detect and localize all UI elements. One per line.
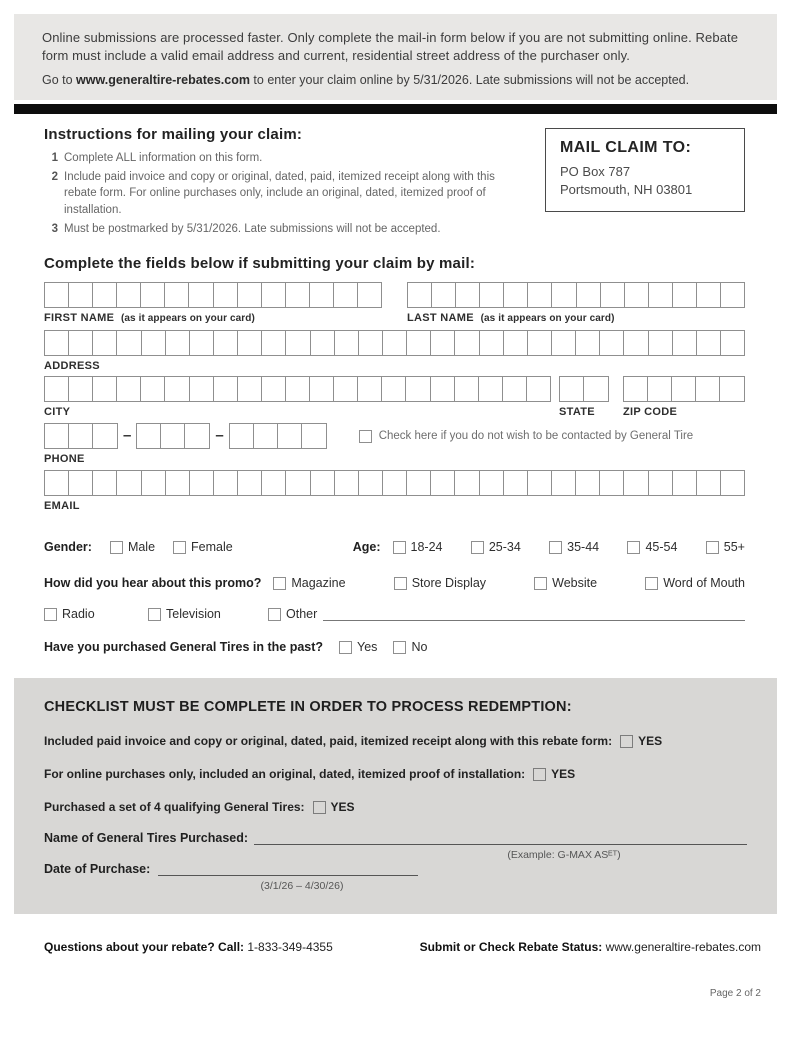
tires-example: (Example: G-MAX ASᴱᵀ) bbox=[507, 849, 621, 862]
address-label: ADDRESS bbox=[44, 360, 100, 373]
intro-text: Online submissions are processed faster. Only complete the mail-in form below if you are not submitting online. Rebate form must include a valid email address and current, residential street address of the purchaser only. bbox=[42, 30, 739, 64]
char-cell[interactable] bbox=[335, 471, 359, 495]
checkbox-age-18-24[interactable] bbox=[393, 541, 406, 554]
char-cell[interactable] bbox=[431, 377, 455, 401]
char-cell[interactable] bbox=[286, 377, 310, 401]
checkbox-male[interactable] bbox=[110, 541, 123, 554]
char-cell[interactable] bbox=[600, 471, 624, 495]
char-cell[interactable] bbox=[166, 471, 190, 495]
address-field[interactable] bbox=[44, 330, 745, 356]
phone-dash: – bbox=[123, 427, 132, 445]
checkbox-age-35-44[interactable] bbox=[549, 541, 562, 554]
promo-option-word-of-mouth bbox=[645, 576, 745, 590]
char-cell[interactable] bbox=[407, 471, 431, 495]
promo-question-label: How did you hear about this promo? bbox=[44, 576, 262, 591]
checkbox-age-45-54[interactable] bbox=[627, 541, 640, 554]
footer-status bbox=[420, 940, 761, 954]
email-label: EMAIL bbox=[44, 500, 80, 513]
char-cell[interactable] bbox=[117, 377, 141, 401]
tires-purchased-line[interactable] bbox=[254, 832, 747, 845]
char-cell[interactable] bbox=[576, 331, 600, 355]
rebate-phone: 1-833-349-4355 bbox=[244, 940, 333, 955]
char-cell[interactable] bbox=[141, 283, 165, 307]
char-cell[interactable] bbox=[601, 283, 625, 307]
word-of-mouth-label: Word of Mouth bbox=[663, 576, 745, 591]
intro-notice-box bbox=[14, 14, 777, 100]
char-cell[interactable] bbox=[190, 377, 214, 401]
past-yes-label: Yes bbox=[357, 640, 378, 655]
state-label: STATE bbox=[559, 406, 595, 419]
last-name-field[interactable] bbox=[407, 282, 745, 308]
past-no-label: No bbox=[411, 640, 428, 655]
checkbox-magazine[interactable] bbox=[273, 577, 286, 590]
mailing-instructions bbox=[44, 126, 524, 239]
age-25-34-label: 25-34 bbox=[488, 540, 521, 555]
char-cell[interactable] bbox=[552, 331, 576, 355]
page-number: Page 2 of 2 bbox=[709, 988, 761, 1000]
promo-option-website bbox=[534, 576, 597, 590]
television-label: Television bbox=[166, 607, 221, 622]
checkbox-past-yes[interactable] bbox=[339, 641, 352, 654]
instruction-number: 3 bbox=[51, 222, 58, 235]
char-cell[interactable] bbox=[311, 331, 335, 355]
char-cell[interactable] bbox=[262, 471, 286, 495]
char-cell[interactable] bbox=[117, 331, 141, 355]
char-cell[interactable] bbox=[721, 471, 744, 495]
age-35-44-label: 35-44 bbox=[567, 540, 600, 555]
age-option-55plus bbox=[706, 540, 745, 554]
age-45-54-label: 45-54 bbox=[645, 540, 678, 555]
char-cell[interactable] bbox=[408, 283, 432, 307]
questions-label: Questions about your rebate? Call: bbox=[44, 940, 245, 955]
promo-option-magazine bbox=[273, 576, 345, 590]
city-label: CITY bbox=[44, 406, 71, 419]
phone-line-field[interactable] bbox=[229, 423, 327, 449]
age-option-18-24 bbox=[393, 540, 443, 554]
checklist-item-receipt: Included paid invoice and copy or original, dated, paid, itemized receipt along with this rebate form: YES bbox=[44, 734, 663, 749]
char-cell[interactable] bbox=[93, 331, 117, 355]
char-cell[interactable] bbox=[359, 331, 383, 355]
char-cell[interactable] bbox=[455, 331, 479, 355]
char-cell[interactable] bbox=[577, 283, 601, 307]
char-cell[interactable] bbox=[117, 471, 141, 495]
char-cell[interactable] bbox=[190, 471, 214, 495]
mail-claim-line1: PO Box 787 bbox=[560, 163, 631, 179]
phone-area-field[interactable] bbox=[44, 423, 118, 449]
state-field[interactable] bbox=[559, 376, 609, 402]
promo-option-television bbox=[148, 607, 268, 621]
char-cell[interactable] bbox=[214, 471, 238, 495]
char-cell[interactable] bbox=[69, 377, 93, 401]
char-cell[interactable] bbox=[721, 331, 744, 355]
char-cell[interactable] bbox=[649, 283, 673, 307]
char-cell[interactable] bbox=[93, 424, 117, 448]
char-cell[interactable] bbox=[93, 283, 117, 307]
first-name-hint: (as it appears on your card) bbox=[120, 313, 255, 325]
status-url: www.generaltire-rebates.com bbox=[602, 940, 761, 955]
checkbox-store-display[interactable] bbox=[394, 577, 407, 590]
char-cell[interactable] bbox=[189, 283, 213, 307]
char-cell[interactable] bbox=[137, 424, 161, 448]
phone-prefix-field[interactable] bbox=[136, 423, 210, 449]
char-cell[interactable] bbox=[648, 377, 672, 401]
char-cell[interactable] bbox=[141, 377, 165, 401]
char-cell[interactable] bbox=[359, 471, 383, 495]
age-option-25-34 bbox=[471, 540, 521, 554]
zip-code-label: ZIP CODE bbox=[623, 406, 678, 419]
char-cell[interactable] bbox=[311, 471, 335, 495]
checklist-item-qualifying-tires: Purchased a set of 4 qualifying General Tires: YES bbox=[44, 800, 355, 815]
char-cell[interactable] bbox=[69, 331, 93, 355]
instruction-item bbox=[44, 169, 524, 219]
char-cell[interactable] bbox=[335, 331, 359, 355]
char-cell[interactable] bbox=[358, 377, 382, 401]
age-option-35-44 bbox=[549, 540, 599, 554]
checkbox-female[interactable] bbox=[173, 541, 186, 554]
checklist-item-installation: For online purchases only, included an original, dated, itemized proof of installation: YES bbox=[44, 767, 576, 782]
first-name-field[interactable] bbox=[44, 282, 382, 308]
char-cell[interactable] bbox=[142, 471, 166, 495]
char-cell[interactable] bbox=[165, 377, 189, 401]
char-cell[interactable] bbox=[432, 283, 456, 307]
divider-bar bbox=[14, 104, 777, 114]
instruction-number: 2 bbox=[51, 170, 58, 183]
female-label: Female bbox=[191, 540, 233, 555]
char-cell[interactable] bbox=[238, 377, 262, 401]
char-cell[interactable] bbox=[214, 331, 238, 355]
char-cell[interactable] bbox=[624, 331, 648, 355]
checkbox-past-no[interactable] bbox=[393, 641, 406, 654]
char-cell[interactable] bbox=[673, 283, 697, 307]
char-cell[interactable] bbox=[584, 377, 608, 401]
gender-option-male bbox=[110, 540, 155, 554]
char-cell[interactable] bbox=[528, 331, 552, 355]
char-cell[interactable] bbox=[455, 471, 479, 495]
char-cell[interactable] bbox=[334, 377, 358, 401]
char-cell[interactable] bbox=[672, 377, 696, 401]
char-cell[interactable] bbox=[382, 377, 406, 401]
char-cell[interactable] bbox=[278, 424, 302, 448]
age-55plus-label: 55+ bbox=[723, 540, 745, 555]
phone-dash: – bbox=[215, 427, 224, 445]
char-cell[interactable] bbox=[310, 283, 334, 307]
char-cell[interactable] bbox=[624, 377, 648, 401]
char-cell[interactable] bbox=[455, 377, 479, 401]
promo-option-other bbox=[268, 607, 317, 621]
char-cell[interactable] bbox=[165, 283, 189, 307]
char-cell[interactable] bbox=[238, 331, 262, 355]
char-cell[interactable] bbox=[552, 471, 576, 495]
checkbox-age-25-34[interactable] bbox=[471, 541, 484, 554]
char-cell[interactable] bbox=[142, 331, 166, 355]
char-cell[interactable] bbox=[230, 424, 254, 448]
receipt-yes-label: YES bbox=[638, 734, 663, 749]
char-cell[interactable] bbox=[190, 331, 214, 355]
char-cell[interactable] bbox=[696, 377, 720, 401]
rebate-url: www.generaltire-rebates.com bbox=[76, 72, 250, 87]
checkbox-website[interactable] bbox=[534, 577, 547, 590]
char-cell[interactable] bbox=[302, 424, 326, 448]
char-cell[interactable] bbox=[480, 471, 504, 495]
magazine-label: Magazine bbox=[291, 576, 346, 591]
char-cell[interactable] bbox=[503, 377, 527, 401]
instruction-item bbox=[44, 150, 524, 167]
char-cell[interactable] bbox=[697, 283, 721, 307]
char-cell[interactable] bbox=[358, 283, 381, 307]
age-label: Age: bbox=[352, 540, 381, 555]
male-label: Male bbox=[127, 540, 156, 555]
age-option-45-54 bbox=[627, 540, 677, 554]
tires-purchased-label: Name of General Tires Purchased: bbox=[44, 831, 249, 846]
char-cell[interactable] bbox=[560, 377, 584, 401]
instruction-text: Include paid invoice and copy or original, dated, paid, itemized receipt along with this rebate form. For online purchases only, include an original, dated, itemized proof of installation. bbox=[64, 170, 495, 216]
last-name-hint: (as it appears on your card) bbox=[480, 313, 615, 325]
checkbox-radio[interactable] bbox=[44, 608, 57, 621]
past-purchase-no bbox=[393, 640, 427, 654]
char-cell[interactable] bbox=[45, 424, 69, 448]
footer-questions bbox=[44, 940, 333, 954]
checklist-section bbox=[14, 678, 777, 914]
date-of-purchase-label: Date of Purchase: bbox=[44, 862, 151, 877]
promo-option-radio bbox=[44, 607, 148, 621]
email-field[interactable] bbox=[44, 470, 745, 496]
char-cell[interactable] bbox=[262, 283, 286, 307]
char-cell[interactable] bbox=[69, 283, 93, 307]
instruction-item bbox=[44, 221, 524, 238]
char-cell[interactable] bbox=[480, 283, 504, 307]
char-cell[interactable] bbox=[214, 377, 238, 401]
char-cell[interactable] bbox=[238, 471, 262, 495]
char-cell[interactable] bbox=[673, 471, 697, 495]
first-name-label: FIRST NAME (as it appears on your card) bbox=[44, 312, 255, 325]
char-cell[interactable] bbox=[334, 283, 358, 307]
char-cell[interactable] bbox=[456, 283, 480, 307]
checkbox-television[interactable] bbox=[148, 608, 161, 621]
char-cell[interactable] bbox=[624, 471, 648, 495]
char-cell[interactable] bbox=[383, 331, 407, 355]
checkbox-age-55plus[interactable] bbox=[706, 541, 719, 554]
char-cell[interactable] bbox=[286, 471, 310, 495]
char-cell[interactable] bbox=[69, 471, 93, 495]
qualifying-yes-label: YES bbox=[330, 800, 355, 815]
char-cell[interactable] bbox=[383, 471, 407, 495]
last-name-label: LAST NAME (as it appears on your card) bbox=[407, 312, 615, 325]
city-field[interactable] bbox=[44, 376, 551, 402]
char-cell[interactable] bbox=[649, 471, 673, 495]
char-cell[interactable] bbox=[45, 331, 69, 355]
char-cell[interactable] bbox=[504, 471, 528, 495]
installation-yes-label: YES bbox=[551, 767, 576, 782]
checkbox-receipt-yes[interactable] bbox=[620, 735, 633, 748]
instruction-number: 1 bbox=[51, 151, 58, 164]
gender-label: Gender: bbox=[44, 540, 92, 555]
char-cell[interactable] bbox=[504, 331, 528, 355]
checkbox-contact-optout[interactable] bbox=[359, 430, 372, 443]
past-purchase-yes bbox=[339, 640, 377, 654]
contact-optout-label: Check here if you do not wish to be contacted by General Tire bbox=[378, 430, 694, 443]
date-of-purchase-line[interactable] bbox=[158, 863, 418, 876]
char-cell[interactable] bbox=[528, 283, 552, 307]
instruction-text: Must be postmarked by 5/31/2026. Late submissions will not be accepted. bbox=[64, 222, 441, 235]
char-cell[interactable] bbox=[185, 424, 209, 448]
char-cell[interactable] bbox=[45, 377, 69, 401]
checkbox-word-of-mouth[interactable] bbox=[645, 577, 658, 590]
char-cell[interactable] bbox=[528, 471, 552, 495]
store-display-label: Store Display bbox=[411, 576, 487, 591]
mail-claim-title: MAIL CLAIM TO: bbox=[560, 138, 692, 156]
instruction-text: Complete ALL information on this form. bbox=[64, 151, 263, 164]
zip-field[interactable] bbox=[623, 376, 745, 402]
char-cell[interactable] bbox=[286, 283, 310, 307]
char-cell[interactable] bbox=[673, 331, 697, 355]
checkbox-qualifying-yes[interactable] bbox=[313, 801, 326, 814]
char-cell[interactable] bbox=[431, 331, 455, 355]
char-cell[interactable] bbox=[254, 424, 278, 448]
char-cell[interactable] bbox=[697, 331, 721, 355]
checkbox-installation-yes[interactable] bbox=[533, 768, 546, 781]
form-section-title: Complete the fields below if submitting your claim by mail: bbox=[44, 255, 476, 273]
char-cell[interactable] bbox=[407, 331, 431, 355]
instructions-title: Instructions for mailing your claim: bbox=[44, 125, 303, 143]
char-cell[interactable] bbox=[600, 331, 624, 355]
char-cell[interactable] bbox=[161, 424, 185, 448]
char-cell[interactable] bbox=[479, 377, 503, 401]
char-cell[interactable] bbox=[406, 377, 430, 401]
char-cell[interactable] bbox=[649, 331, 673, 355]
other-label: Other bbox=[286, 607, 318, 622]
char-cell[interactable] bbox=[431, 471, 455, 495]
char-cell[interactable] bbox=[93, 377, 117, 401]
promo-option-store-display bbox=[394, 576, 486, 590]
other-write-in-line[interactable] bbox=[323, 608, 745, 621]
website-label: Website bbox=[552, 576, 598, 591]
age-18-24-label: 18-24 bbox=[410, 540, 443, 555]
contact-optout bbox=[359, 430, 694, 443]
date-range-hint: (3/1/26 – 4/30/26) bbox=[260, 880, 344, 893]
char-cell[interactable] bbox=[720, 377, 744, 401]
char-cell[interactable] bbox=[625, 283, 649, 307]
char-cell[interactable] bbox=[286, 331, 310, 355]
char-cell[interactable] bbox=[45, 283, 69, 307]
char-cell[interactable] bbox=[166, 331, 190, 355]
gender-option-female bbox=[173, 540, 233, 554]
char-cell[interactable] bbox=[552, 283, 576, 307]
char-cell[interactable] bbox=[504, 283, 528, 307]
char-cell[interactable] bbox=[117, 283, 141, 307]
radio-label: Radio bbox=[62, 607, 95, 622]
char-cell[interactable] bbox=[238, 283, 262, 307]
past-purchase-question: Have you purchased General Tires in the past? bbox=[44, 640, 324, 655]
phone-label: PHONE bbox=[44, 453, 85, 466]
mail-claim-to-box bbox=[545, 128, 745, 212]
checklist-title: CHECKLIST MUST BE COMPLETE IN ORDER TO PROCESS REDEMPTION: bbox=[44, 699, 572, 716]
status-label: Submit or Check Rebate Status: bbox=[419, 940, 603, 955]
mail-claim-line2: Portsmouth, NH 03801 bbox=[560, 182, 693, 198]
char-cell[interactable] bbox=[721, 283, 744, 307]
char-cell[interactable] bbox=[480, 331, 504, 355]
goto-line bbox=[42, 73, 749, 87]
char-cell[interactable] bbox=[310, 377, 334, 401]
char-cell[interactable] bbox=[69, 424, 93, 448]
char-cell[interactable] bbox=[527, 377, 550, 401]
char-cell[interactable] bbox=[576, 471, 600, 495]
char-cell[interactable] bbox=[262, 331, 286, 355]
char-cell[interactable] bbox=[214, 283, 238, 307]
goto-suffix: to enter your claim online by 5/31/2026. Late submissions will not be accepted. bbox=[249, 72, 690, 87]
char-cell[interactable] bbox=[697, 471, 721, 495]
char-cell[interactable] bbox=[45, 471, 69, 495]
char-cell[interactable] bbox=[93, 471, 117, 495]
char-cell[interactable] bbox=[262, 377, 286, 401]
goto-prefix: Go to bbox=[42, 72, 77, 87]
checkbox-other[interactable] bbox=[268, 608, 281, 621]
